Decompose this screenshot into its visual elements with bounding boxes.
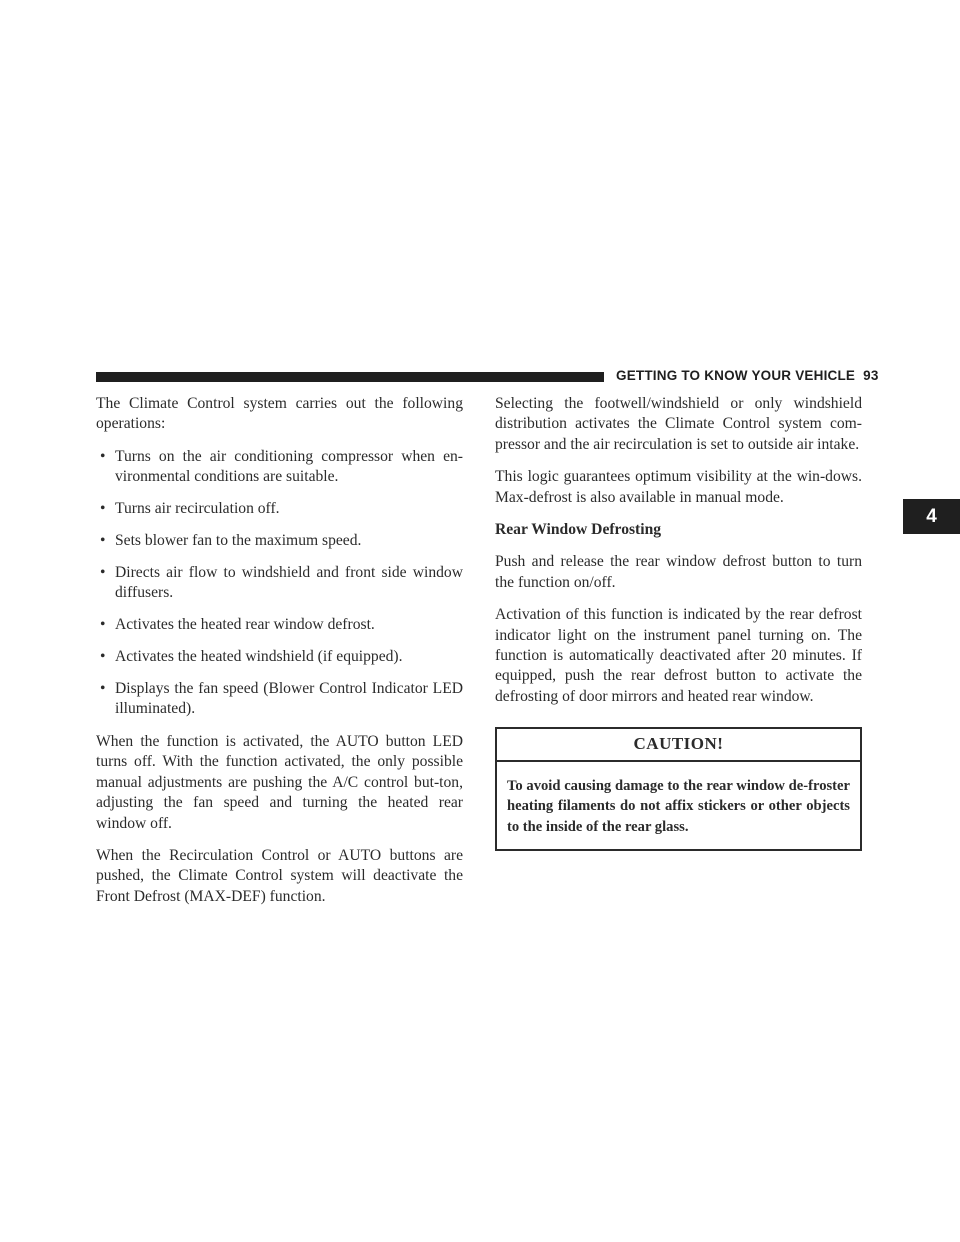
logic-paragraph: This logic guarantees optimum visibility at the win-dows. Max-defrost is also available in manual mode.	[495, 468, 862, 506]
intro-paragraph: The Climate Control system carries out the following operations:	[96, 395, 463, 433]
list-item: • Displays the fan speed (Blower Control Indicator LED illuminated).	[100, 680, 463, 718]
list-item: • Turns air recirculation off.	[96, 499, 463, 519]
bullet-icon: •	[100, 447, 106, 465]
bullet-icon: •	[100, 532, 106, 550]
page-number: 93	[863, 368, 879, 383]
left-column	[96, 394, 463, 919]
list-item: • Activates the heated rear window defrost.	[96, 615, 463, 635]
bullet-icon: •	[100, 648, 106, 666]
list-item: • Sets blower fan to the maximum speed.	[96, 531, 463, 551]
header-rule	[96, 372, 604, 382]
operations-list	[96, 447, 463, 720]
caution-box	[495, 727, 862, 851]
list-item: • Activates the heated windshield (if equipped).	[96, 647, 463, 667]
bullet-icon: •	[100, 616, 106, 634]
selecting-paragraph: Selecting the footwell/windshield or only windshield distribution activates the Climate Control system com-pressor and the air recirculation is set to outside air intake.	[495, 395, 862, 453]
push-release-paragraph: Push and release the rear window defrost button to turn the function on/off.	[495, 553, 862, 591]
rear-defrost-heading: Rear Window Defrosting	[495, 521, 662, 539]
bullet-icon: •	[100, 500, 106, 518]
bullet-icon: •	[100, 680, 106, 698]
running-header	[616, 368, 879, 383]
list-item: • Turns on the air conditioning compressor when en-vironmental conditions are suitable.	[100, 447, 463, 486]
recirculation-paragraph: When the Recirculation Control or AUTO buttons are pushed, the Climate Control system will deactivate the Front Defrost (MAX-DEF) function.	[96, 846, 463, 905]
right-column	[495, 394, 862, 851]
section-title: GETTING TO KNOW YOUR VEHICLE	[616, 368, 856, 383]
caution-text: To avoid causing damage to the rear window de-froster heating filaments do not affix stickers or other objects to the inside of the rear glass.	[507, 777, 850, 835]
auto-function-paragraph: When the function is activated, the AUTO button LED turns off. With the function activated, the only possible manual adjustments are pushing the A/C control but-ton, adjusting the fan speed and turning the heated rear window off.	[96, 732, 463, 832]
chapter-tab: 4	[903, 499, 960, 534]
list-item: • Directs air flow to windshield and front side window diffusers.	[100, 563, 463, 602]
bullet-icon: •	[100, 563, 106, 581]
caution-title: CAUTION!	[497, 729, 860, 761]
activation-paragraph: Activation of this function is indicated by the rear defrost indicator light on the instrument panel turning on. The function is automatically deactivated after 20 minutes. If equipped, push the rear defrost button to activate the defrosting of door mirrors and heated rear window.	[495, 606, 862, 705]
